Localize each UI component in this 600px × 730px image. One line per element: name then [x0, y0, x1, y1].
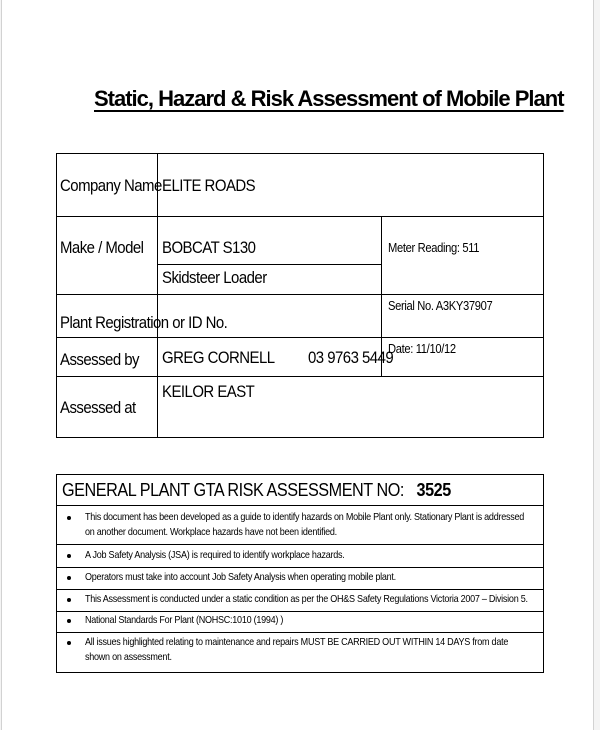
- list-item-text: A Job Safety Analysis (JSA) is required to identify workplace hazards.: [85, 549, 345, 561]
- gta-number: 3525: [416, 480, 451, 500]
- company-name-value: ELITE ROADS: [162, 176, 256, 195]
- row-divider: [56, 337, 544, 338]
- list-item: [57, 510, 542, 544]
- bullet-icon: [67, 516, 71, 520]
- document-page: [1, 0, 594, 730]
- list-divider: [56, 544, 544, 545]
- bullet-icon: [67, 554, 71, 558]
- list-item-text: This Assessment is conducted under a static condition as per the OH&S Safety Regulations Victoria 2007 – Division 5.: [85, 593, 528, 605]
- list-item: [57, 548, 542, 566]
- list-item: [57, 570, 542, 588]
- list-divider: [56, 567, 544, 568]
- bullet-icon: [67, 598, 71, 602]
- meter-reading: Meter Reading: 511: [388, 240, 480, 255]
- assessment-date: Date: 11/10/12: [388, 341, 456, 356]
- plant-registration-label: Plant Registration or ID No.: [60, 313, 228, 332]
- row-divider: [56, 294, 544, 295]
- assessed-at-value: KEILOR EAST: [162, 382, 255, 401]
- assessed-by-label: Assessed by: [60, 350, 140, 369]
- list-divider: [56, 611, 544, 612]
- serial-number: Serial No. A3KY37907: [388, 298, 493, 313]
- gta-title: [62, 480, 451, 501]
- make-model-label: Make / Model: [60, 238, 144, 257]
- document-title: Static, Hazard & Risk Assessment of Mobile Plant: [94, 86, 564, 111]
- row-divider: [157, 264, 381, 265]
- list-item-text: This document has been developed as a guide to identify hazards on Mobile Plant only. Stationary Plant is addressed on another document. Workplace hazards have not been identified.: [85, 511, 525, 538]
- bullet-icon: [67, 576, 71, 580]
- bullet-icon: [67, 619, 71, 623]
- list-divider: [56, 589, 544, 590]
- row-divider: [56, 216, 544, 217]
- make-value: BOBCAT S130: [162, 238, 256, 257]
- list-item: [57, 613, 542, 631]
- assessed-by-value: GREG CORNELL: [162, 348, 275, 367]
- list-item-text: All issues highlighted relating to maintenance and repairs MUST BE CARRIED OUT WITHIN 14 DAYS from date shown on assessment.: [85, 636, 509, 663]
- company-name-label: Company Name: [60, 176, 162, 195]
- list-divider: [56, 632, 544, 633]
- list-item-text: National Standards For Plant (NOHSC:1010 (1994) ): [85, 614, 284, 626]
- gta-title-text: GENERAL PLANT GTA RISK ASSESSMENT NO:: [62, 480, 404, 500]
- model-value: Skidsteer Loader: [162, 268, 267, 287]
- list-item: [57, 592, 542, 610]
- list-item: [57, 635, 542, 669]
- row-divider: [56, 376, 544, 377]
- list-item-text: Operators must take into account Job Safety Analysis when operating mobile plant.: [85, 571, 396, 583]
- gta-header-divider: [56, 505, 544, 506]
- phone-number: 03 9763 5449: [308, 348, 394, 367]
- bullet-icon: [67, 641, 71, 645]
- assessed-at-label: Assessed at: [60, 398, 136, 417]
